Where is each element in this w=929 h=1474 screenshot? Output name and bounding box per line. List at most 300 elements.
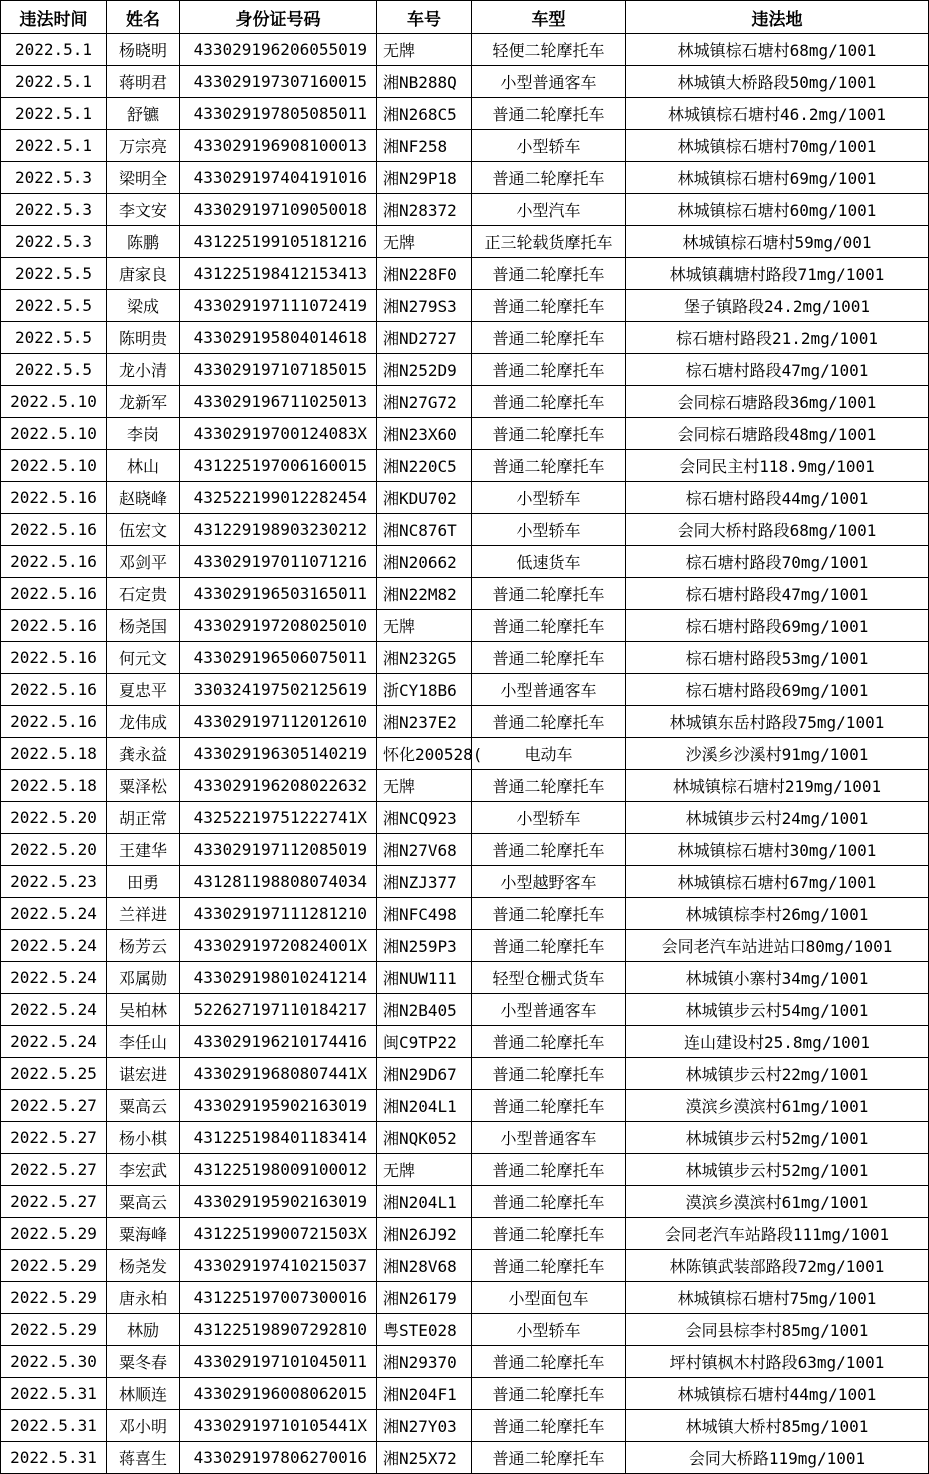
cell-id-number: 433029196206055019	[180, 34, 377, 66]
cell-location: 会同大桥路119mg/1001	[626, 1442, 929, 1474]
cell-plate: 湘N25X72	[377, 1442, 472, 1474]
table-row	[1, 322, 929, 354]
table-row	[1, 1250, 929, 1282]
cell-id-number: 43252219751222741X	[180, 802, 377, 834]
cell-vehicle-type: 普通二轮摩托车	[472, 450, 626, 482]
cell-vehicle-type: 普通二轮摩托车	[472, 162, 626, 194]
cell-id-number: 433029196503165011	[180, 578, 377, 610]
table-row	[1, 674, 929, 706]
cell-name: 王建华	[107, 834, 180, 866]
cell-name: 吴柏林	[107, 994, 180, 1026]
cell-id-number: 433029197410215037	[180, 1250, 377, 1282]
cell-location: 棕石塘村路段47mg/1001	[626, 354, 929, 386]
cell-id-number: 433029197112012610	[180, 706, 377, 738]
cell-id-number: 522627197110184217	[180, 994, 377, 1026]
cell-plate: 湘N27V68	[377, 834, 472, 866]
cell-location: 林城镇棕石塘村67mg/1001	[626, 866, 929, 898]
cell-location: 林城镇步云村52mg/1001	[626, 1154, 929, 1186]
cell-violation-time: 2022.5.29	[1, 1314, 107, 1346]
cell-violation-time: 2022.5.24	[1, 930, 107, 962]
cell-vehicle-type: 小型轿车	[472, 514, 626, 546]
table-row	[1, 802, 929, 834]
cell-plate: 湘NZJ377	[377, 866, 472, 898]
cell-vehicle-type: 正三轮载货摩托车	[472, 226, 626, 258]
cell-id-number: 433029196908100013	[180, 130, 377, 162]
cell-name: 李任山	[107, 1026, 180, 1058]
table-row	[1, 482, 929, 514]
cell-id-number: 43122519900721503X	[180, 1218, 377, 1250]
cell-id-number: 433029197111281210	[180, 898, 377, 930]
cell-location: 林城镇棕石塘村69mg/1001	[626, 162, 929, 194]
cell-location: 会同棕石塘路段36mg/1001	[626, 386, 929, 418]
cell-name: 邓剑平	[107, 546, 180, 578]
cell-violation-time: 2022.5.16	[1, 674, 107, 706]
cell-name: 陈鹏	[107, 226, 180, 258]
cell-plate: 湘NCQ923	[377, 802, 472, 834]
cell-name: 粟冬春	[107, 1346, 180, 1378]
cell-plate: 湘NB288Q	[377, 66, 472, 98]
cell-name: 谌宏进	[107, 1058, 180, 1090]
cell-violation-time: 2022.5.10	[1, 418, 107, 450]
cell-plate: 湘NF258	[377, 130, 472, 162]
cell-plate: 湘N28V68	[377, 1250, 472, 1282]
cell-violation-time: 2022.5.5	[1, 322, 107, 354]
table-row	[1, 450, 929, 482]
cell-id-number: 431225198009100012	[180, 1154, 377, 1186]
cell-plate: 湘N27Y03	[377, 1410, 472, 1442]
cell-location: 棕石塘村路段53mg/1001	[626, 642, 929, 674]
cell-violation-time: 2022.5.3	[1, 162, 107, 194]
cell-vehicle-type: 普通二轮摩托车	[472, 1154, 626, 1186]
table-row	[1, 386, 929, 418]
cell-violation-time: 2022.5.16	[1, 706, 107, 738]
cell-vehicle-type: 普通二轮摩托车	[472, 642, 626, 674]
cell-plate: 湘N252D9	[377, 354, 472, 386]
cell-plate: 湘N27G72	[377, 386, 472, 418]
cell-violation-time: 2022.5.23	[1, 866, 107, 898]
cell-name: 粟高云	[107, 1186, 180, 1218]
cell-location: 漠滨乡漠滨村61mg/1001	[626, 1186, 929, 1218]
cell-location: 会同棕石塘路段48mg/1001	[626, 418, 929, 450]
cell-id-number: 433029197112085019	[180, 834, 377, 866]
cell-plate: 湘N237E2	[377, 706, 472, 738]
cell-name: 万宗亮	[107, 130, 180, 162]
cell-id-number: 433029197107185015	[180, 354, 377, 386]
table-row	[1, 1442, 929, 1474]
table-row	[1, 34, 929, 66]
cell-vehicle-type: 小型普通客车	[472, 994, 626, 1026]
header-location: 违法地	[626, 1, 929, 34]
cell-location: 林城镇棕石塘村75mg/1001	[626, 1282, 929, 1314]
cell-id-number: 431225198412153413	[180, 258, 377, 290]
cell-vehicle-type: 小型轿车	[472, 482, 626, 514]
cell-id-number: 43302919700124083X	[180, 418, 377, 450]
cell-id-number: 433029197805085011	[180, 98, 377, 130]
cell-violation-time: 2022.5.30	[1, 1346, 107, 1378]
cell-id-number: 433029195804014618	[180, 322, 377, 354]
cell-location: 林城镇棕李村26mg/1001	[626, 898, 929, 930]
cell-violation-time: 2022.5.10	[1, 450, 107, 482]
cell-name: 林山	[107, 450, 180, 482]
table-row	[1, 194, 929, 226]
cell-violation-time: 2022.5.27	[1, 1090, 107, 1122]
cell-plate: 湘N220C5	[377, 450, 472, 482]
cell-violation-time: 2022.5.24	[1, 994, 107, 1026]
cell-id-number: 431229198903230212	[180, 514, 377, 546]
cell-vehicle-type: 小型普通客车	[472, 674, 626, 706]
cell-plate: 湘N2B405	[377, 994, 472, 1026]
cell-vehicle-type: 普通二轮摩托车	[472, 386, 626, 418]
cell-name: 胡正常	[107, 802, 180, 834]
cell-name: 邓小明	[107, 1410, 180, 1442]
cell-name: 唐家良	[107, 258, 180, 290]
cell-vehicle-type: 小型轿车	[472, 802, 626, 834]
cell-plate: 湘N29P18	[377, 162, 472, 194]
cell-violation-time: 2022.5.1	[1, 66, 107, 98]
table-row	[1, 290, 929, 322]
cell-violation-time: 2022.5.25	[1, 1058, 107, 1090]
cell-name: 梁成	[107, 290, 180, 322]
table-row	[1, 1026, 929, 1058]
cell-vehicle-type: 普通二轮摩托车	[472, 1058, 626, 1090]
cell-violation-time: 2022.5.1	[1, 34, 107, 66]
cell-violation-time: 2022.5.18	[1, 770, 107, 802]
cell-id-number: 433029197101045011	[180, 1346, 377, 1378]
cell-violation-time: 2022.5.29	[1, 1282, 107, 1314]
cell-location: 坪村镇枫木村路段63mg/1001	[626, 1346, 929, 1378]
cell-vehicle-type: 普通二轮摩托车	[472, 1090, 626, 1122]
cell-plate: 湘N279S3	[377, 290, 472, 322]
cell-location: 连山建设村25.8mg/1001	[626, 1026, 929, 1058]
cell-plate: 无牌	[377, 1154, 472, 1186]
cell-name: 龚永益	[107, 738, 180, 770]
cell-location: 林城镇棕石塘村30mg/1001	[626, 834, 929, 866]
cell-name: 蒋喜生	[107, 1442, 180, 1474]
cell-location: 林城镇步云村52mg/1001	[626, 1122, 929, 1154]
table-row	[1, 866, 929, 898]
cell-name: 夏忠平	[107, 674, 180, 706]
cell-id-number: 433029196305140219	[180, 738, 377, 770]
cell-location: 林城镇步云村54mg/1001	[626, 994, 929, 1026]
table-row	[1, 738, 929, 770]
cell-vehicle-type: 普通二轮摩托车	[472, 1410, 626, 1442]
cell-plate: 无牌	[377, 610, 472, 642]
cell-vehicle-type: 普通二轮摩托车	[472, 322, 626, 354]
cell-plate: 湘N28372	[377, 194, 472, 226]
cell-violation-time: 2022.5.24	[1, 898, 107, 930]
table-row	[1, 1410, 929, 1442]
cell-violation-time: 2022.5.5	[1, 354, 107, 386]
cell-plate: 湘N228F0	[377, 258, 472, 290]
cell-vehicle-type: 小型普通客车	[472, 66, 626, 98]
cell-name: 粟高云	[107, 1090, 180, 1122]
cell-id-number: 431225197006160015	[180, 450, 377, 482]
cell-vehicle-type: 小型普通客车	[472, 1122, 626, 1154]
cell-id-number: 43302919720824001X	[180, 930, 377, 962]
cell-id-number: 433029198010241214	[180, 962, 377, 994]
cell-vehicle-type: 普通二轮摩托车	[472, 1026, 626, 1058]
cell-id-number: 43302919710105441X	[180, 1410, 377, 1442]
table-row	[1, 770, 929, 802]
table-row	[1, 130, 929, 162]
cell-vehicle-type: 普通二轮摩托车	[472, 354, 626, 386]
cell-location: 林城镇大桥路段50mg/1001	[626, 66, 929, 98]
table-row	[1, 418, 929, 450]
cell-name: 何元文	[107, 642, 180, 674]
table-row	[1, 162, 929, 194]
cell-name: 梁明全	[107, 162, 180, 194]
table-row	[1, 66, 929, 98]
cell-location: 林城镇棕石塘村219mg/1001	[626, 770, 929, 802]
table-row	[1, 514, 929, 546]
cell-location: 会同大桥村路段68mg/1001	[626, 514, 929, 546]
table-row	[1, 1186, 929, 1218]
cell-plate: 湘N232G5	[377, 642, 472, 674]
cell-name: 杨尧国	[107, 610, 180, 642]
table-row	[1, 226, 929, 258]
cell-id-number: 433029197011071216	[180, 546, 377, 578]
cell-violation-time: 2022.5.31	[1, 1378, 107, 1410]
cell-location: 林城镇东岳村路段75mg/1001	[626, 706, 929, 738]
cell-id-number: 431281198808074034	[180, 866, 377, 898]
cell-location: 林城镇棕石塘村46.2mg/1001	[626, 98, 929, 130]
cell-id-number: 433029195902163019	[180, 1090, 377, 1122]
cell-vehicle-type: 小型汽车	[472, 194, 626, 226]
table-row	[1, 354, 929, 386]
cell-vehicle-type: 电动车	[472, 738, 626, 770]
cell-id-number: 433029197307160015	[180, 66, 377, 98]
cell-violation-time: 2022.5.27	[1, 1122, 107, 1154]
cell-name: 兰祥进	[107, 898, 180, 930]
cell-name: 杨尧发	[107, 1250, 180, 1282]
cell-id-number: 433029195902163019	[180, 1186, 377, 1218]
cell-id-number: 330324197502125619	[180, 674, 377, 706]
cell-id-number: 433029197208025010	[180, 610, 377, 642]
cell-violation-time: 2022.5.20	[1, 802, 107, 834]
cell-vehicle-type: 普通二轮摩托车	[472, 1186, 626, 1218]
cell-location: 林城镇棕石塘村59mg/001	[626, 226, 929, 258]
cell-violation-time: 2022.5.27	[1, 1186, 107, 1218]
cell-vehicle-type: 小型轿车	[472, 130, 626, 162]
cell-name: 龙伟成	[107, 706, 180, 738]
cell-violation-time: 2022.5.18	[1, 738, 107, 770]
cell-plate: 闽C9TP22	[377, 1026, 472, 1058]
cell-location: 会同民主村118.9mg/1001	[626, 450, 929, 482]
cell-plate: 湘N29370	[377, 1346, 472, 1378]
cell-name: 杨芳云	[107, 930, 180, 962]
table-row	[1, 1282, 929, 1314]
table-row	[1, 98, 929, 130]
cell-plate: 湘N259P3	[377, 930, 472, 962]
header-name: 姓名	[107, 1, 180, 34]
cell-id-number: 433029196208022632	[180, 770, 377, 802]
cell-violation-time: 2022.5.16	[1, 546, 107, 578]
header-violation-time: 违法时间	[1, 1, 107, 34]
cell-location: 棕石塘村路段44mg/1001	[626, 482, 929, 514]
cell-plate: 湘N204L1	[377, 1186, 472, 1218]
cell-id-number: 431225198907292810	[180, 1314, 377, 1346]
cell-plate: 无牌	[377, 226, 472, 258]
cell-plate: 湘N26J92	[377, 1218, 472, 1250]
cell-violation-time: 2022.5.10	[1, 386, 107, 418]
cell-vehicle-type: 普通二轮摩托车	[472, 834, 626, 866]
cell-vehicle-type: 普通二轮摩托车	[472, 706, 626, 738]
cell-location: 林城镇棕石塘村60mg/1001	[626, 194, 929, 226]
cell-name: 陈明贵	[107, 322, 180, 354]
cell-violation-time: 2022.5.27	[1, 1154, 107, 1186]
cell-vehicle-type: 普通二轮摩托车	[472, 98, 626, 130]
cell-plate: 湘NUW111	[377, 962, 472, 994]
cell-name: 田勇	[107, 866, 180, 898]
cell-plate: 湘ND2727	[377, 322, 472, 354]
cell-location: 林城镇藕塘村路段71mg/1001	[626, 258, 929, 290]
table-row	[1, 578, 929, 610]
cell-location: 堡子镇路段24.2mg/1001	[626, 290, 929, 322]
cell-violation-time: 2022.5.24	[1, 962, 107, 994]
cell-plate: 怀化200528(	[377, 738, 472, 770]
cell-vehicle-type: 轻便二轮摩托车	[472, 34, 626, 66]
cell-vehicle-type: 普通二轮摩托车	[472, 418, 626, 450]
table-row	[1, 546, 929, 578]
table-row	[1, 962, 929, 994]
cell-vehicle-type: 普通二轮摩托车	[472, 1218, 626, 1250]
cell-location: 林城镇棕石塘村44mg/1001	[626, 1378, 929, 1410]
cell-name: 李岗	[107, 418, 180, 450]
cell-plate: 湘NQK052	[377, 1122, 472, 1154]
cell-location: 林城镇棕石塘村70mg/1001	[626, 130, 929, 162]
cell-name: 粟海峰	[107, 1218, 180, 1250]
cell-violation-time: 2022.5.31	[1, 1442, 107, 1474]
cell-name: 伍宏文	[107, 514, 180, 546]
cell-id-number: 433029196711025013	[180, 386, 377, 418]
cell-id-number: 431225199105181216	[180, 226, 377, 258]
cell-name: 舒镳	[107, 98, 180, 130]
table-row	[1, 1346, 929, 1378]
cell-plate: 湘N22M82	[377, 578, 472, 610]
cell-vehicle-type: 普通二轮摩托车	[472, 898, 626, 930]
cell-plate: 湘N23X60	[377, 418, 472, 450]
cell-name: 赵晓峰	[107, 482, 180, 514]
cell-violation-time: 2022.5.1	[1, 98, 107, 130]
table-row	[1, 258, 929, 290]
cell-location: 会同老汽车站进站口80mg/1001	[626, 930, 929, 962]
cell-violation-time: 2022.5.16	[1, 642, 107, 674]
cell-location: 棕石塘村路段21.2mg/1001	[626, 322, 929, 354]
cell-location: 林城镇大桥村85mg/1001	[626, 1410, 929, 1442]
cell-vehicle-type: 普通二轮摩托车	[472, 1346, 626, 1378]
cell-name: 林顺连	[107, 1378, 180, 1410]
cell-id-number: 433029197806270016	[180, 1442, 377, 1474]
cell-violation-time: 2022.5.29	[1, 1218, 107, 1250]
cell-name: 龙小清	[107, 354, 180, 386]
cell-plate: 无牌	[377, 770, 472, 802]
cell-vehicle-type: 普通二轮摩托车	[472, 1442, 626, 1474]
cell-violation-time: 2022.5.3	[1, 226, 107, 258]
cell-id-number: 433029197111072419	[180, 290, 377, 322]
cell-plate: 湘N29D67	[377, 1058, 472, 1090]
cell-name: 蒋明君	[107, 66, 180, 98]
table-row	[1, 610, 929, 642]
table-row	[1, 930, 929, 962]
table-body	[1, 34, 929, 1474]
cell-name: 石定贵	[107, 578, 180, 610]
table-row	[1, 898, 929, 930]
cell-name: 龙新军	[107, 386, 180, 418]
cell-location: 会同县棕李村85mg/1001	[626, 1314, 929, 1346]
cell-location: 棕石塘村路段70mg/1001	[626, 546, 929, 578]
header-plate: 车号	[377, 1, 472, 34]
cell-violation-time: 2022.5.1	[1, 130, 107, 162]
cell-plate: 湘N204F1	[377, 1378, 472, 1410]
table-row	[1, 1378, 929, 1410]
cell-violation-time: 2022.5.24	[1, 1026, 107, 1058]
cell-vehicle-type: 普通二轮摩托车	[472, 578, 626, 610]
cell-violation-time: 2022.5.16	[1, 482, 107, 514]
table-row	[1, 642, 929, 674]
cell-plate: 湘N20662	[377, 546, 472, 578]
cell-location: 林陈镇武装部路段72mg/1001	[626, 1250, 929, 1282]
cell-location: 林城镇步云村22mg/1001	[626, 1058, 929, 1090]
cell-vehicle-type: 普通二轮摩托车	[472, 610, 626, 642]
cell-location: 棕石塘村路段47mg/1001	[626, 578, 929, 610]
cell-vehicle-type: 小型越野客车	[472, 866, 626, 898]
header-row	[1, 1, 929, 34]
cell-name: 李宏武	[107, 1154, 180, 1186]
cell-violation-time: 2022.5.16	[1, 514, 107, 546]
cell-id-number: 433029197109050018	[180, 194, 377, 226]
table-row	[1, 994, 929, 1026]
cell-violation-time: 2022.5.5	[1, 258, 107, 290]
cell-plate: 湘N268C5	[377, 98, 472, 130]
cell-name: 杨小棋	[107, 1122, 180, 1154]
header-vehicle-type: 车型	[472, 1, 626, 34]
cell-name: 林励	[107, 1314, 180, 1346]
cell-location: 漠滨乡漠滨村61mg/1001	[626, 1090, 929, 1122]
cell-plate: 湘NFC498	[377, 898, 472, 930]
cell-violation-time: 2022.5.3	[1, 194, 107, 226]
cell-plate: 粤STE028	[377, 1314, 472, 1346]
cell-violation-time: 2022.5.20	[1, 834, 107, 866]
cell-vehicle-type: 普通二轮摩托车	[472, 1250, 626, 1282]
cell-vehicle-type: 小型面包车	[472, 1282, 626, 1314]
cell-name: 杨晓明	[107, 34, 180, 66]
table-row	[1, 1314, 929, 1346]
cell-location: 沙溪乡沙溪村91mg/1001	[626, 738, 929, 770]
table-row	[1, 834, 929, 866]
cell-location: 会同老汽车站路段111mg/1001	[626, 1218, 929, 1250]
cell-id-number: 433029197404191016	[180, 162, 377, 194]
cell-vehicle-type: 低速货车	[472, 546, 626, 578]
table-row	[1, 1090, 929, 1122]
cell-id-number: 431225197007300016	[180, 1282, 377, 1314]
cell-plate: 湘NC876T	[377, 514, 472, 546]
cell-vehicle-type: 轻型仓栅式货车	[472, 962, 626, 994]
cell-location: 林城镇棕石塘村68mg/1001	[626, 34, 929, 66]
cell-id-number: 433029196008062015	[180, 1378, 377, 1410]
table-row	[1, 706, 929, 738]
cell-vehicle-type: 普通二轮摩托车	[472, 930, 626, 962]
cell-name: 李文安	[107, 194, 180, 226]
cell-id-number: 431225198401183414	[180, 1122, 377, 1154]
cell-vehicle-type: 普通二轮摩托车	[472, 258, 626, 290]
table-row	[1, 1122, 929, 1154]
table-row	[1, 1058, 929, 1090]
cell-plate: 无牌	[377, 34, 472, 66]
cell-plate: 浙CY18B6	[377, 674, 472, 706]
cell-violation-time: 2022.5.16	[1, 610, 107, 642]
cell-location: 林城镇小寨村34mg/1001	[626, 962, 929, 994]
cell-plate: 湘N26179	[377, 1282, 472, 1314]
